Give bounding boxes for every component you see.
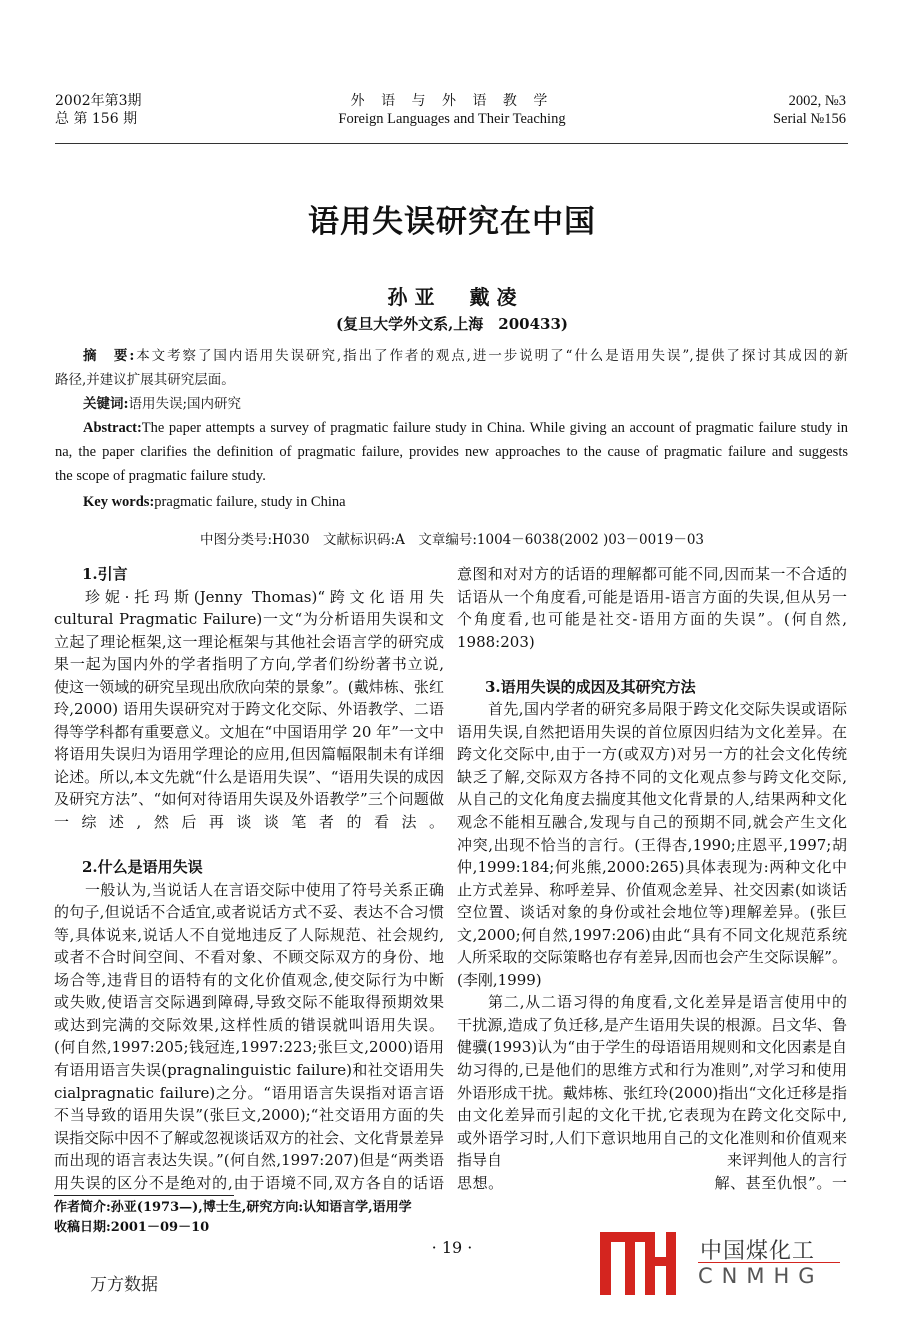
- article-title: 语用失误研究在中国: [308, 204, 596, 240]
- text-line: 空位置、谈话对象的身份或社会地位等)理解差异。(张巨: [457, 903, 847, 922]
- text-line: 止方式差异、称呼差异、价值观念差异、社交因素(如谈话: [457, 880, 847, 899]
- watermark-text-zh: 中国煤化工: [700, 1239, 816, 1264]
- page-number: · 19 ·: [431, 1238, 473, 1257]
- text-line: cultural Pragmatic Failure)一文“为分析语用失误和文: [54, 610, 444, 629]
- received-date: 收稿日期:2001－09－10: [54, 1220, 210, 1235]
- text-line: 而出现的语言表达失误。”(何自然,1997:207)但是“两类语: [54, 1151, 444, 1170]
- watermark-logo: [600, 1230, 840, 1295]
- author-bio: 作者简介:孙亚(1973—),博士生,研究方向:认知语言学,语用学: [54, 1200, 412, 1215]
- text-line: (何自然,1997:205;钱冠连,1997:223;张巨文,2000)语用: [54, 1038, 444, 1057]
- footnote-rule: [54, 1195, 234, 1196]
- paragraph: [457, 698, 847, 991]
- abstract-en-line: the scope of pragmatic failure study.: [55, 468, 266, 484]
- watermark-text-en: CNMHG: [698, 1264, 824, 1288]
- source-mark: 万方数据: [90, 1275, 158, 1295]
- paragraph: [457, 991, 847, 1194]
- issue-number-en: 2002, №3: [788, 93, 846, 109]
- keywords-en-label: Key words:: [83, 494, 155, 510]
- issue-info-en: [773, 92, 846, 128]
- text-line: 健骥(1993)认为“由于学生的母语语用规则和文化因素是自: [457, 1038, 847, 1057]
- text-line: 用失误的区分不是绝对的,由于语境不同,双方各自的话语: [54, 1173, 444, 1192]
- text-line: 不当导致的语用失误”(张巨文,2000);“社交语用方面的失: [54, 1106, 444, 1125]
- abstract-en-label: Abstract:: [83, 420, 142, 436]
- affiliation: (复旦大学外文系,上海 200433): [335, 315, 569, 333]
- author-name: 戴 凌: [469, 285, 517, 309]
- text-line: 有语用语言失误(pragnalinguistic failure)和社交语用失: [54, 1061, 444, 1080]
- section-heading: 2.什么是语用失误: [82, 858, 203, 877]
- text-line: 一般认为,当说话人在言语交际中使用了符号关系正确: [85, 880, 444, 899]
- text-line: 个角度看,也可能是社交-语用方面的失误”。(何自然,: [457, 610, 847, 629]
- abstract-zh-label: 摘 要:: [83, 348, 135, 364]
- serial-number-en: Serial №156: [772, 111, 846, 127]
- text-line: 及研究方法”、“如何对待语用失误及外语教学”三个问题做: [54, 790, 444, 809]
- text-line: 或外语学习时,人们下意识地用自己的文化准则和价值观来: [457, 1128, 847, 1147]
- text-line: 外语形成干扰。戴炜栋、张红玲(2000)指出“文化迁移是指: [457, 1083, 847, 1102]
- text-line: 等,具体说来,说话人不自觉地违反了人际规范、社会规约,: [54, 925, 444, 944]
- text-line: 首先,国内学者的研究多局限于跨文化交际失误或语际: [488, 700, 847, 719]
- keywords-en: [55, 490, 848, 514]
- paragraph: [54, 586, 444, 834]
- serial-number-zh: 总 第 156 期: [55, 111, 138, 127]
- text-line: 1988:203): [457, 632, 535, 651]
- left-column: [54, 563, 444, 1194]
- journal-name-zh: 外 语 与 外 语 教 学: [350, 93, 554, 109]
- issue-number-zh: 2002年第3期: [55, 93, 142, 109]
- text-line: 误指交际中因不了解或忽视谈话双方的社会、文化背景差异: [54, 1128, 444, 1147]
- text-line: 或失败,使语言交际遇到障碍,导致交际不能取得预期效果: [54, 993, 444, 1012]
- text-line: 将语用失误归为语用学理论的应用,但因篇幅限制未有详细: [54, 745, 444, 764]
- text-line: 或者不合时间空间、不看对象、不顾交际双方的身份、地: [54, 948, 444, 967]
- text-line: 思想。 解、甚至仇恨”。一: [457, 1173, 847, 1192]
- authors: [0, 281, 904, 310]
- classification-codes: 中图分类号:H030 文献标识码:A 文章编号:1004－6038(2002 )03－0019－03: [199, 532, 705, 548]
- abstract-zh: [55, 344, 848, 514]
- text-line: 场合等,违背目的语特有的文化价值观念,使交际行为中断: [54, 970, 444, 989]
- text-line: 仲,1999:184;何兆熊,2000:265)具体表现为:两种文化中: [457, 858, 847, 877]
- author-name: 孙 亚: [387, 285, 435, 309]
- text-line: 观念不能相互融合,发现与自己的预期不同,就会产生文化: [457, 813, 847, 832]
- text-line: 文,2000;何自然,1997:206)由此“具有不同文化规范系统: [457, 925, 847, 944]
- spacer: [457, 653, 847, 676]
- journal-name-en: Foreign Languages and Their Teaching: [338, 111, 566, 127]
- text-line: 语用失误,自然把语用失误的首位原因归结为文化差异。在: [457, 722, 847, 741]
- text-line: 干扰源,造成了负迁移,是产生语用失误的根源。吕文华、鲁: [457, 1015, 847, 1034]
- keywords-en-text: pragmatic failure, study in China: [154, 494, 346, 510]
- text-line: 话语从一个角度看,可能是语用-语言方面的失误,但从另一: [457, 587, 847, 606]
- text-line: 幼习得的,已是他们的思维方式和行为准则”,对学习和使用: [457, 1061, 847, 1080]
- text-line: 珍妮·托玛斯(Jenny Thomas)“跨文化语用失: [85, 587, 444, 606]
- text-line: 由文化差异而引起的文化干扰,它表现为在跨文化交际中,: [457, 1106, 847, 1125]
- keywords-zh: [55, 392, 848, 416]
- keywords-zh-text: 语用失误;国内研究: [128, 396, 242, 412]
- keywords-zh-label: 关键词:: [83, 396, 129, 412]
- abstract-zh-line: 本文考察了国内语用失误研究,指出了作者的观点,进一步说明了“什么是语用失误”,提供了探讨其成因的新: [134, 348, 848, 364]
- text-line: 缺乏了解,交际双方各持不同的文化观点参与跨文化交际,: [457, 767, 847, 786]
- text-line: 第二,从二语习得的角度看,文化差异是语言使用中的: [488, 993, 847, 1012]
- text-line: 论述。所以,本文先就“什么是语用失误”、“语用失误的成因: [54, 767, 444, 786]
- text-line: 使这一领域的研究呈现出欣欣向荣的景象”。(戴炜栋、张红: [54, 677, 444, 696]
- right-column: [457, 563, 847, 1194]
- spacer: [54, 834, 444, 857]
- header-rule: [55, 143, 848, 144]
- text-line: 意图和对对方的话语的理解都可能不同,因而某一不合适的: [457, 565, 847, 583]
- text-line: 冲突,出现不恰当的言行。(王得杏,1990;庄恩平,1997;胡: [457, 835, 847, 854]
- text-line: 指导自 来评判他人的言行: [457, 1151, 847, 1170]
- text-line: 玲,2000) 语用失误研究对于跨文化交际、外语教学、二语: [54, 700, 444, 719]
- section-heading: 3.语用失误的成因及其研究方法: [485, 677, 696, 696]
- journal-name: [0, 92, 904, 128]
- text-line: 人所采取的交际策略也存有差异,因而也会产生交际误解”。: [457, 948, 847, 967]
- text-line: 从自己的文化角度去揣度其他文化背景的人,结果两种文化: [457, 790, 847, 809]
- text-line: 或达到完满的交际效果,这样性质的错误就叫语用失误。: [54, 1015, 444, 1034]
- abstract-en-line: na, the paper clarifies the definition of pragmatic failure, provides new approaches to the cause of pragmatic failure and suggests: [55, 444, 848, 460]
- paragraph: [54, 879, 444, 1195]
- text-line: 一综述,然后再谈谈笔者的看法。: [54, 813, 444, 832]
- section-heading: 1.引言: [82, 565, 128, 583]
- text-line: 果一起为国内外的学者指明了方向,学者们纷纷著书立说,: [54, 655, 444, 674]
- text-line: 立起了理论框架,这一理论框架与其他社会语言学的研究成: [54, 632, 444, 651]
- abstract-zh-line: 路径,并建议扩展其研究层面。: [55, 372, 235, 388]
- text-line: (李刚,1999): [457, 970, 542, 989]
- paragraph: [457, 563, 847, 653]
- text-line: 跨文化交际中,由于一方(或双方)对另一方的社会文化传统: [457, 745, 847, 764]
- text-line: 得等学科都有重要意义。文旭在“中国语用学 20 年”一文中: [54, 722, 444, 741]
- abstract-en-line: The paper attempts a survey of pragmatic failure study in China. While giving an account of pragmatic failure study in: [141, 420, 848, 436]
- text-line: cialpragnatic failure)之分。“语用语言失误指对语言语: [54, 1083, 444, 1102]
- text-line: 的句子,但说话不合适宜,或者说话方式不妥、表达不合习惯: [54, 903, 444, 922]
